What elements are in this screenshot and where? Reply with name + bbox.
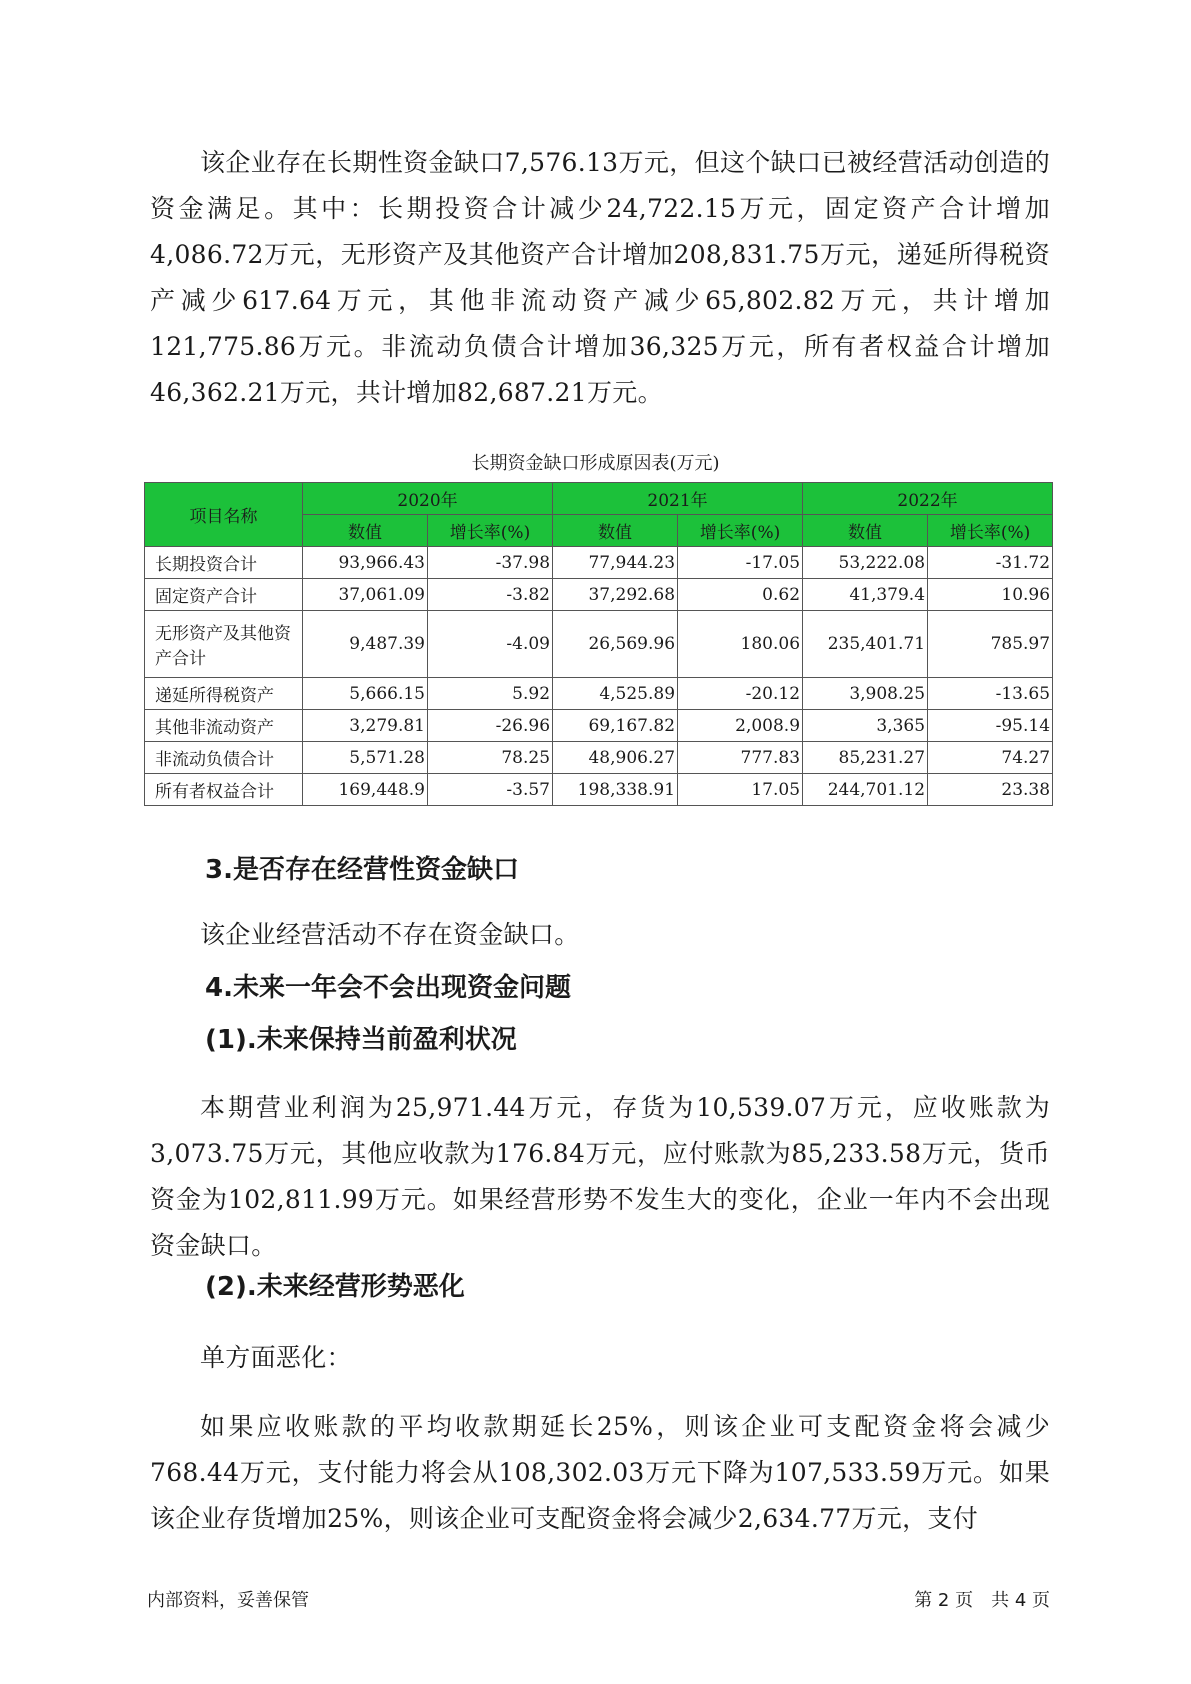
paragraph-receivable-scenario: 如果应收账款的平均收款期延长25%，则该企业可支配资金将会减少768.44万元，支付能力将会从108,302.03万元下降为107,533.59万元。如果该企业存货增加25%，则该企业可支配资金将会减少2,634.77万元，支付 [150,1412,1050,1533]
row-label: 非流动负债合计 [145,742,303,774]
table-cell: 37,061.09 [303,579,428,611]
table-cell: 244,701.12 [803,774,928,806]
row-label: 所有者权益合计 [145,774,303,806]
table-cell: -37.98 [428,547,553,579]
row-label: 其他非流动资产 [145,710,303,742]
table-cell: -20.12 [678,678,803,710]
table-cell: -95.14 [928,710,1053,742]
table-cell: 0.62 [678,579,803,611]
table-cell: 9,487.39 [303,611,428,678]
paragraph-current-profit: 本期营业利润为25,971.44万元，存货为10,539.07万元，应收账款为3,073.75万元，其他应收款为176.84万元，应付账款为85,233.58万元，货币资金为102,811.99万元。如果经营形势不发生大的变化，企业一年内不会出现资金缺口。 [150,1093,1050,1260]
table-cell: -26.96 [428,710,553,742]
table-cell: -3.57 [428,774,553,806]
table-row [145,774,1053,806]
table-cell: 5,571.28 [303,742,428,774]
subsection-heading-4-1: (1).未来保持当前盈利状况 [205,1025,517,1055]
table-cell: 78.25 [428,742,553,774]
paragraph-operating-gap: 该企业经营活动不存在资金缺口。 [200,920,580,949]
footer-page-number: 第 2 页 共 4 页 [914,1590,1050,1611]
table-cell: 41,379.4 [803,579,928,611]
table-cell: 235,401.71 [803,611,928,678]
header-value: 数值 [553,515,678,547]
table-cell: -3.82 [428,579,553,611]
table-caption: 长期资金缺口形成原因表(万元) [471,453,720,474]
table-cell: 48,906.27 [553,742,678,774]
table-cell: 169,448.9 [303,774,428,806]
section-heading-4: 4.未来一年会不会出现资金问题 [205,973,571,1003]
table-cell: 198,338.91 [553,774,678,806]
table-cell: 5.92 [428,678,553,710]
table-cell: 180.06 [678,611,803,678]
header-value: 数值 [303,515,428,547]
table-cell: 85,231.27 [803,742,928,774]
table-cell: 10.96 [928,579,1053,611]
paragraph-long-term-gap: 该企业存在长期性资金缺口7,576.13万元，但这个缺口已被经营活动创造的资金满足。其中：长期投资合计减少24,722.15万元，固定资产合计增加4,086.72万元，无形资产及其他资产合计增加208,831.75万元，递延所得税资产减少617.64万元，其他非流动资产减少65,802.82万元，共计增加121,775.86万元。非流动负债合计增加36,325万元，所有者权益合计增加46,362.21万元，共计增加82,687.21万元。 [150,148,1050,407]
header-growth: 增长率(%) [678,515,803,547]
table-cell: -13.65 [928,678,1053,710]
table-cell: 53,222.08 [803,547,928,579]
row-label: 无形资产及其他资产合计 [145,611,303,678]
header-growth: 增长率(%) [928,515,1053,547]
table-cell: 69,167.82 [553,710,678,742]
table-cell: 93,966.43 [303,547,428,579]
table-row [145,547,1053,579]
table-cell: 777.83 [678,742,803,774]
table-cell: 2,008.9 [678,710,803,742]
paragraph-single-deterioration: 单方面恶化： [200,1343,352,1372]
table-row [145,579,1053,611]
table-cell: 3,365 [803,710,928,742]
header-year-2020: 2020年 [303,483,553,515]
table-cell: 17.05 [678,774,803,806]
table-row [145,710,1053,742]
row-label: 递延所得税资产 [145,678,303,710]
table-cell: -31.72 [928,547,1053,579]
table-row [145,742,1053,774]
table-row [145,611,1053,678]
table-cell: 37,292.68 [553,579,678,611]
long-term-gap-table [144,482,1053,806]
section-heading-3: 3.是否存在经营性资金缺口 [205,855,519,885]
table-cell: 74.27 [928,742,1053,774]
table-cell: -4.09 [428,611,553,678]
header-item-name: 项目名称 [145,483,303,547]
header-growth: 增长率(%) [428,515,553,547]
table-cell: 5,666.15 [303,678,428,710]
header-value: 数值 [803,515,928,547]
header-year-2022: 2022年 [803,483,1053,515]
table-cell: 3,279.81 [303,710,428,742]
table-cell: 23.38 [928,774,1053,806]
table-cell: 3,908.25 [803,678,928,710]
row-label: 固定资产合计 [145,579,303,611]
table-cell: 785.97 [928,611,1053,678]
footer-confidential: 内部资料，妥善保管 [147,1590,309,1611]
header-year-2021: 2021年 [553,483,803,515]
row-label: 长期投资合计 [145,547,303,579]
table-cell: 77,944.23 [553,547,678,579]
table-cell: 26,569.96 [553,611,678,678]
table-cell: -17.05 [678,547,803,579]
table-row [145,678,1053,710]
subsection-heading-4-2: (2).未来经营形势恶化 [205,1272,465,1302]
table-cell: 4,525.89 [553,678,678,710]
